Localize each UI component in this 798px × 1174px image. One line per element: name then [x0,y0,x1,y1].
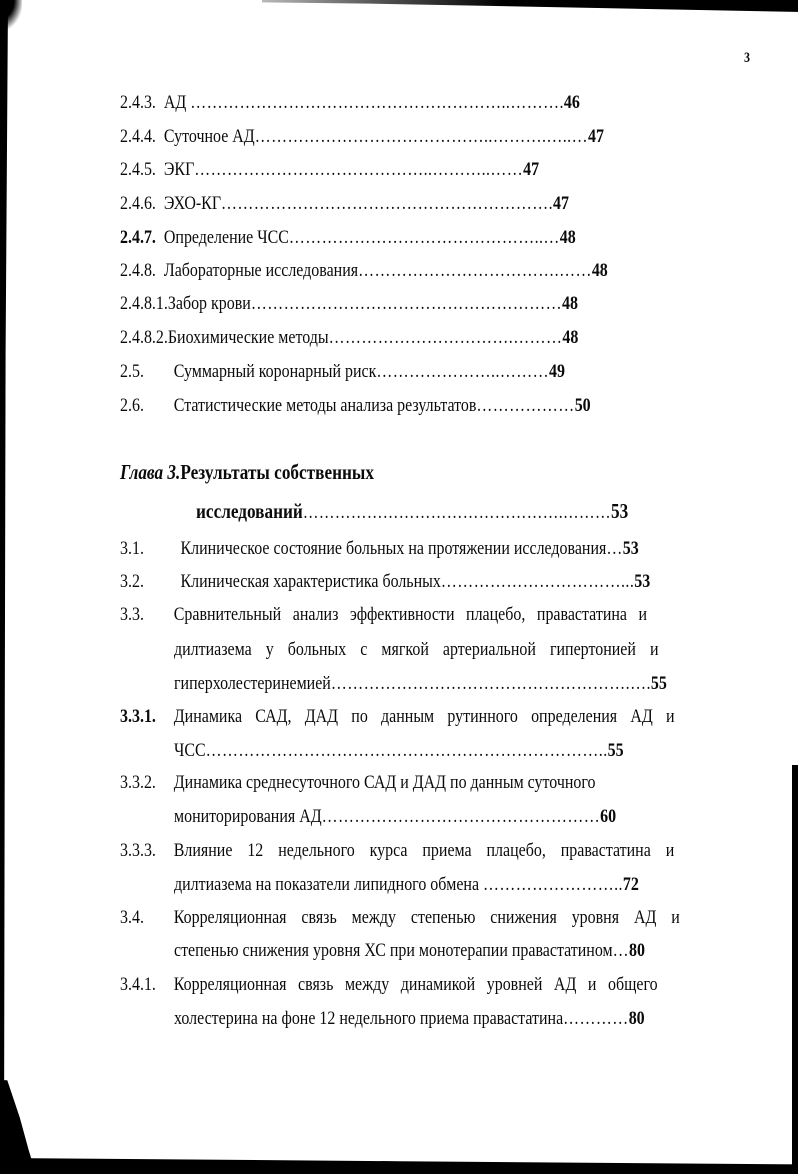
toc-title-line: холестерина на фоне 12 недельного приема правастатина [174,1008,564,1029]
toc-leader-dots: ………………………………………….……… [302,502,611,523]
chapter-title-line1: Результаты собственных [180,460,374,484]
toc-entry-3-4-1-line2 [174,1008,734,1030]
toc-leader-dots: ……………………………….…… [358,260,592,281]
chapter-3-heading [120,460,430,484]
toc-entry-3-3-3-line2 [174,874,727,896]
toc-number: 2.4.8. [120,260,156,281]
toc-page: 80 [629,940,645,961]
toc-leader-dots: ……………………………………………………………….. [205,740,608,761]
toc-title-line: мониторирования АД [174,806,322,827]
toc-title-line: Корреляционная связь между степенью снижения уровня АД и [173,907,680,928]
chapter-3-heading-cont [196,499,723,525]
toc-leader-dots: ……………… [476,395,575,416]
toc-number: 2.4.7. [120,227,156,248]
toc-title-line: Динамика среднесуточного САД и ДАД по данным суточного [173,772,596,793]
toc-title: Суммарный коронарный риск [173,361,377,382]
toc-entry-3-3-2-line2 [174,806,700,828]
toc-entry-2-4-3 [120,92,667,114]
toc-leader-dots: ……………………………………………………. [221,193,554,214]
toc-number: 3.3.3. [120,840,156,861]
chapter-title-line2: исследований [196,499,303,523]
toc-number: 3.2. [120,571,144,592]
toc-leader-dots: …………………………….……… [328,327,563,348]
toc-page: 60 [600,806,617,827]
toc-entry-2-4-5 [120,159,619,181]
toc-entry-2-4-7 [120,227,663,249]
toc-page: 47 [587,126,604,147]
toc-leader-dots: ………………………………………..… [288,227,560,248]
toc-number: 3.3.2. [120,772,156,793]
toc-number: 3.4.1. [120,974,156,995]
toc-page: 53 [634,571,651,592]
toc-title: Суточное АД [163,126,255,147]
toc-page: 55 [650,673,667,694]
toc-number: 2.4.5. [120,159,156,180]
toc-page: 46 [563,92,580,113]
toc-number: 2.4.6. [120,193,156,214]
toc-entry-3-4 [120,907,786,929]
toc-page: 48 [591,260,608,281]
toc-page: 48 [562,327,579,348]
toc-page: 55 [607,740,624,761]
toc-title: Лабораторные исследования [163,260,359,281]
toc-number: 3.4. [120,907,144,928]
toc-entry-2-4-8 [120,260,701,282]
toc-title: Забор крови [167,293,251,314]
toc-entry-3-3-line2 [174,639,751,661]
scan-shadow-right [792,765,798,1174]
toc-leader-dots: …………………………………………… [321,806,601,827]
scan-shadow-left [0,0,8,1174]
toc-title: Биохимические методы [167,327,329,348]
toc-page: 48 [562,293,579,314]
toc-leader-dots: … [612,940,630,961]
toc-entry-3-3-3 [120,840,780,862]
toc-entry-3-4-line2 [174,940,735,962]
toc-title: ЭХО-КГ [163,193,222,214]
toc-entry-2-4-4 [120,126,696,148]
toc-number: 2.4.3. [120,92,156,113]
toc-leader-dots: ……………………………………..………..…… [194,159,524,180]
toc-title-line: дилтиазема на показатели липидного обмена [174,874,484,895]
toc-title-line: гиперхолестеринемией [174,673,331,694]
toc-number: 3.3.1. [120,706,156,727]
toc-title: Клиническая характеристика больных [180,571,441,592]
toc-entry-3-3-1 [120,706,780,728]
page-number: 3 [744,50,750,66]
toc-page: 47 [553,193,570,214]
toc-entry-2-4-6 [120,193,655,215]
toc-entry-3-2 [120,571,751,593]
toc-number: 2.4.8.1. [120,293,168,314]
toc-number: 3.3. [120,604,144,625]
toc-title-line: Корреляционная связь между динамикой уровней АД и общего [173,974,658,995]
chapter-label: Глава 3. [120,460,181,484]
toc-page: 49 [548,361,565,382]
toc-leader-dots: …………………….. [483,874,623,895]
toc-entry-2-4-8-2 [120,327,666,349]
toc-page: 48 [559,227,576,248]
scan-shadow-top [262,0,798,12]
toc-title-line: Сравнительный анализ эффективности плацебо, правастатина и [173,604,648,625]
toc-entry-3-3-2 [120,772,686,794]
toc-entry-3-3-1-line2 [174,740,709,762]
scan-shadow-bottom [0,1158,798,1174]
toc-page: 50 [574,395,591,416]
toc-leader-dots: ………… [563,1008,629,1029]
toc-title-line: Влияние 12 недельного курса приема плацебо, правастатина и [173,840,675,861]
toc-title: Статистические методы анализа результатов [173,395,477,416]
toc-page: 72 [622,874,639,895]
toc-title-line: степенью снижения уровня ХС при монотерапии правастатином [174,940,613,961]
toc-entry-3-4-1 [120,974,760,996]
toc-number: 2.5. [120,361,144,382]
toc-leader-dots: …………………………………………………..………. [190,92,564,113]
toc-entry-2-4-8-1 [120,293,665,315]
toc-title: Определение ЧСС [163,227,289,248]
toc-leader-dots: ……………………………………………….…. [330,673,651,694]
toc-title: Клиническое состояние больных на протяжении исследования [180,538,607,559]
toc-title-line: Динамика САД, ДАД по данным рутинного определения АД и [173,706,675,727]
toc-number: 2.4.4. [120,126,156,147]
toc-title: АД [163,92,191,113]
toc-page: 80 [628,1008,645,1029]
toc-entry-2-6 [120,395,680,417]
toc-page: 53 [622,538,639,559]
toc-title-line: ЧСС [174,740,206,761]
toc-entry-3-3-line3 [174,673,761,695]
toc-page: 53 [610,499,629,523]
toc-page: 47 [523,159,540,180]
toc-leader-dots: … [606,538,623,559]
toc-entry-3-1 [120,538,738,560]
toc-number: 2.6. [120,395,144,416]
scan-shadow-corner [0,0,22,30]
toc-leader-dots: ………………………………………………… [250,293,563,314]
toc-number: 3.1. [120,538,144,559]
toc-entry-2-5 [120,361,650,383]
toc-leader-dots: ……………………………………..……….…..… [254,126,588,147]
toc-title: ЭКГ [163,159,195,180]
toc-entry-3-3 [120,604,747,626]
toc-leader-dots: ……………………………... [440,571,635,592]
toc-title-line: дилтиазема у больных с мягкой артериальной гипертонией и [174,639,659,660]
toc-number: 2.4.8.2. [120,327,168,348]
toc-leader-dots: …………………..……… [376,361,549,382]
